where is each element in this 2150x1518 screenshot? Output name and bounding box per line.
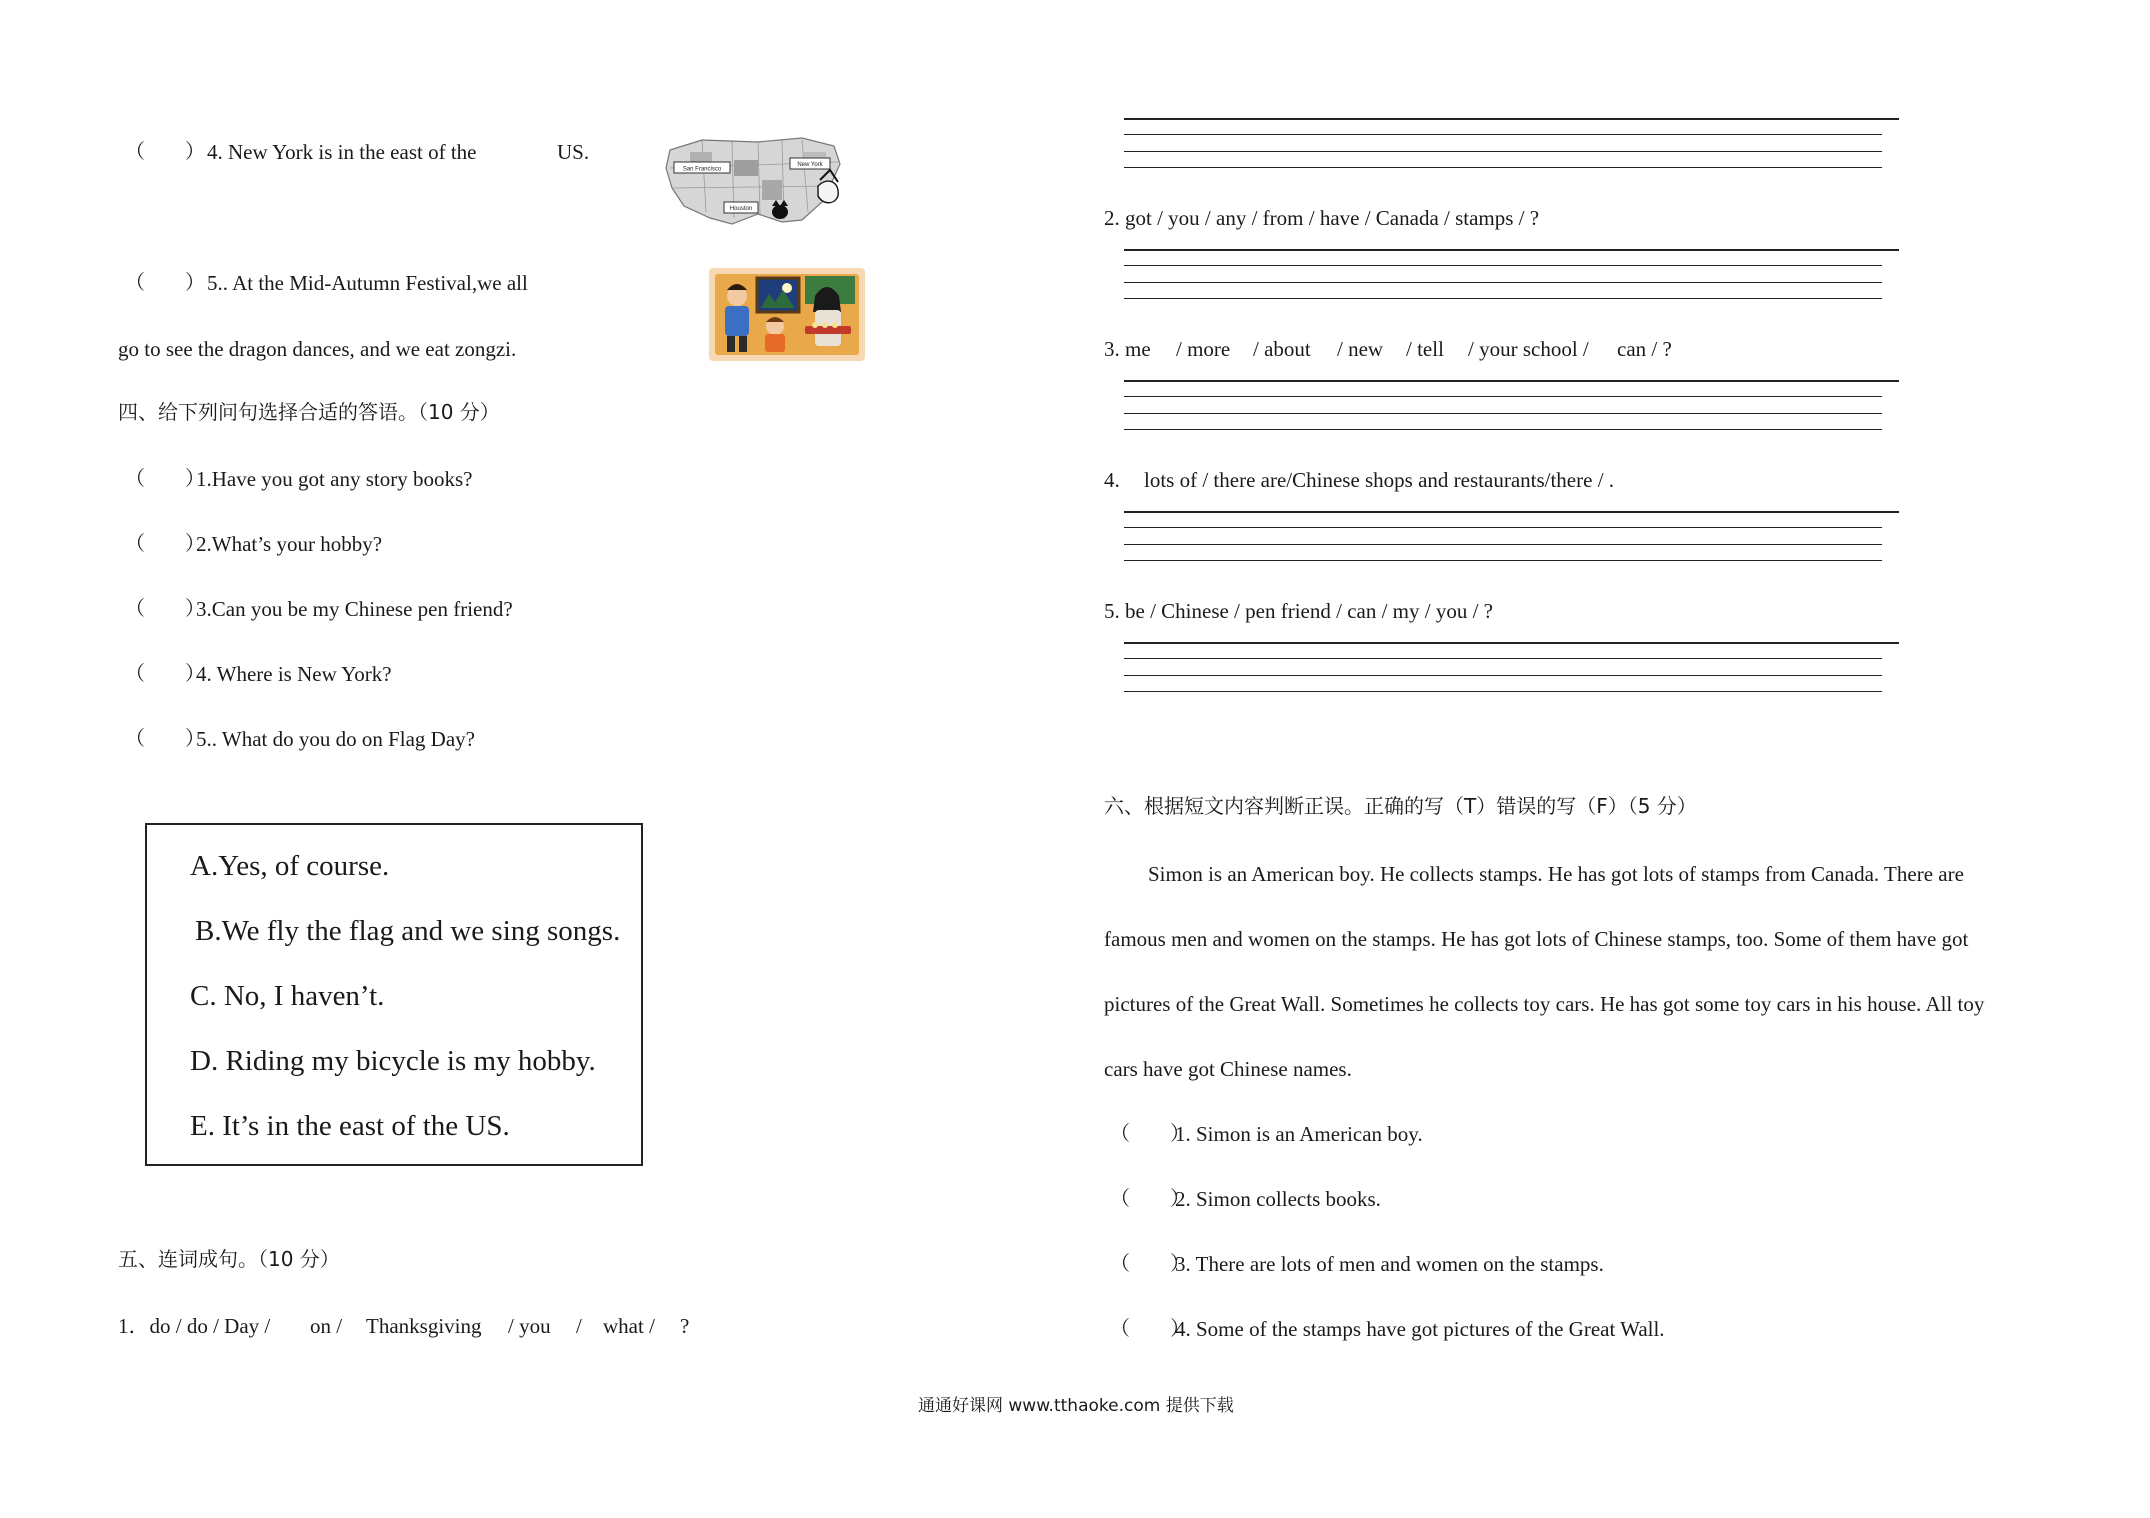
word-order-item: 5. be / Chinese / pen friend / can / my / you / ? bbox=[1104, 599, 1493, 623]
answer-line[interactable] bbox=[1124, 527, 1882, 528]
answer-paren[interactable]: （ ） bbox=[125, 661, 205, 685]
section-heading: 五、连词成句。（10 分） bbox=[118, 1247, 340, 1271]
answer-line[interactable] bbox=[1124, 167, 1882, 168]
answer-line[interactable] bbox=[1124, 560, 1882, 561]
word-chunk: 4. bbox=[1104, 468, 1120, 492]
question-text: 5.. At the Mid-Autumn Festival,we all bbox=[207, 271, 528, 295]
word-chunk: / bbox=[576, 1314, 582, 1338]
answer-line[interactable] bbox=[1124, 282, 1882, 283]
answer-line[interactable] bbox=[1124, 298, 1882, 299]
statement-text: 4. Some of the stamps have got pictures of the Great Wall. bbox=[1175, 1317, 1665, 1341]
word-chunk: / tell bbox=[1406, 337, 1444, 361]
answer-paren[interactable]: （ ） bbox=[1110, 1121, 1190, 1145]
statement-text: 1. Simon is an American boy. bbox=[1175, 1122, 1423, 1146]
answer-option: E. It’s in the east of the US. bbox=[190, 1110, 510, 1142]
answer-line[interactable] bbox=[1124, 544, 1882, 545]
question-text: 2.What’s your hobby? bbox=[196, 532, 383, 556]
answer-line[interactable] bbox=[1124, 380, 1899, 382]
answer-line[interactable] bbox=[1124, 511, 1899, 513]
answer-line[interactable] bbox=[1124, 265, 1882, 266]
answer-line[interactable] bbox=[1124, 413, 1882, 414]
answer-option: D. Riding my bicycle is my hobby. bbox=[190, 1045, 596, 1077]
answer-line[interactable] bbox=[1124, 151, 1882, 152]
answer-option: A.Yes, of course. bbox=[190, 850, 390, 882]
answer-paren[interactable]: （ ） bbox=[1110, 1316, 1190, 1340]
answer-line[interactable] bbox=[1124, 396, 1882, 397]
answer-paren[interactable]: （ ） bbox=[1110, 1186, 1190, 1210]
answer-line[interactable] bbox=[1124, 691, 1882, 692]
footer-text: 通通好课网 www.tthaoke.com 提供下载 bbox=[918, 1396, 1234, 1416]
statement-text: 3. There are lots of men and women on the stamps. bbox=[1175, 1252, 1604, 1276]
passage-line: Simon is an American boy. He collects stamps. He has got lots of stamps from Canada. There are bbox=[1148, 862, 1964, 886]
answer-line[interactable] bbox=[1124, 642, 1899, 644]
section-heading: 四、给下列问句选择合适的答语。（10 分） bbox=[118, 400, 500, 424]
answer-options-box bbox=[145, 823, 643, 1166]
word-chunk: ? bbox=[680, 1314, 690, 1338]
question-text: 4. Where is New York? bbox=[196, 662, 392, 686]
word-chunk: / more bbox=[1176, 337, 1231, 361]
question-text: 4. New York is in the east of the bbox=[207, 140, 477, 164]
mid-autumn-family-image bbox=[709, 268, 865, 361]
answer-line[interactable] bbox=[1124, 658, 1882, 659]
map-label: Houston bbox=[729, 206, 753, 212]
answer-paren[interactable]: （ ） bbox=[125, 726, 205, 750]
us-map-image bbox=[662, 132, 852, 228]
passage-line: pictures of the Great Wall. Sometimes he collects toy cars. He has got some toy cars in his house. All toy bbox=[1104, 992, 1985, 1016]
word-chunk: 3. me bbox=[1104, 337, 1151, 361]
question-text: 3.Can you be my Chinese pen friend? bbox=[196, 597, 513, 621]
answer-paren[interactable]: （ ） bbox=[125, 466, 205, 490]
map-label: San Francisco bbox=[682, 166, 722, 173]
question-text-continuation: go to see the dragon dances, and we eat zongzi. bbox=[118, 337, 517, 361]
answer-line[interactable] bbox=[1124, 134, 1882, 135]
question-text: 5.. What do you do on Flag Day? bbox=[196, 727, 475, 751]
answer-line[interactable] bbox=[1124, 118, 1899, 120]
answer-paren[interactable]: （ ） bbox=[125, 531, 205, 555]
word-chunk: / you bbox=[508, 1314, 551, 1338]
word-chunk: Thanksgiving bbox=[366, 1314, 482, 1338]
passage-line: famous men and women on the stamps. He has got lots of Chinese stamps, too. Some of them have got bbox=[1104, 927, 1969, 951]
answer-line[interactable] bbox=[1124, 429, 1882, 430]
map-label: New York bbox=[797, 162, 823, 168]
answer-paren[interactable]: （ ） bbox=[125, 596, 205, 620]
passage-line: cars have got Chinese names. bbox=[1104, 1057, 1352, 1081]
reading-passage bbox=[1104, 862, 2044, 1082]
word-chunk: 1．do / do / Day / bbox=[118, 1314, 271, 1338]
word-chunk: what / bbox=[603, 1314, 655, 1338]
question-text: 1.Have you got any story books? bbox=[196, 467, 473, 491]
word-chunk: / about bbox=[1253, 337, 1311, 361]
answer-paren[interactable]: （ ） bbox=[1110, 1251, 1190, 1275]
answer-line[interactable] bbox=[1124, 675, 1882, 676]
answer-paren[interactable]: （ ） bbox=[125, 139, 205, 163]
word-order-item: 2. got / you / any / from / have / Canada / stamps / ? bbox=[1104, 206, 1540, 230]
statement-text: 2. Simon collects books. bbox=[1175, 1187, 1381, 1211]
answer-option: C. No, I haven’t. bbox=[190, 980, 385, 1012]
answer-option: B.We fly the flag and we sing songs. bbox=[195, 915, 621, 947]
word-chunk: / new bbox=[1337, 337, 1384, 361]
word-chunk: / your school / bbox=[1468, 337, 1589, 361]
section-heading: 六、根据短文内容判断正误。正确的写（T）错误的写（F）（5 分） bbox=[1104, 794, 1697, 818]
word-chunk: can / ? bbox=[1617, 337, 1672, 361]
answer-paren[interactable]: （ ） bbox=[125, 270, 205, 294]
answer-line[interactable] bbox=[1124, 249, 1899, 251]
word-chunk: lots of / there are/Chinese shops and restaurants/there / . bbox=[1144, 468, 1615, 492]
word-chunk: on / bbox=[310, 1314, 343, 1338]
question-text-end: US. bbox=[557, 140, 590, 164]
